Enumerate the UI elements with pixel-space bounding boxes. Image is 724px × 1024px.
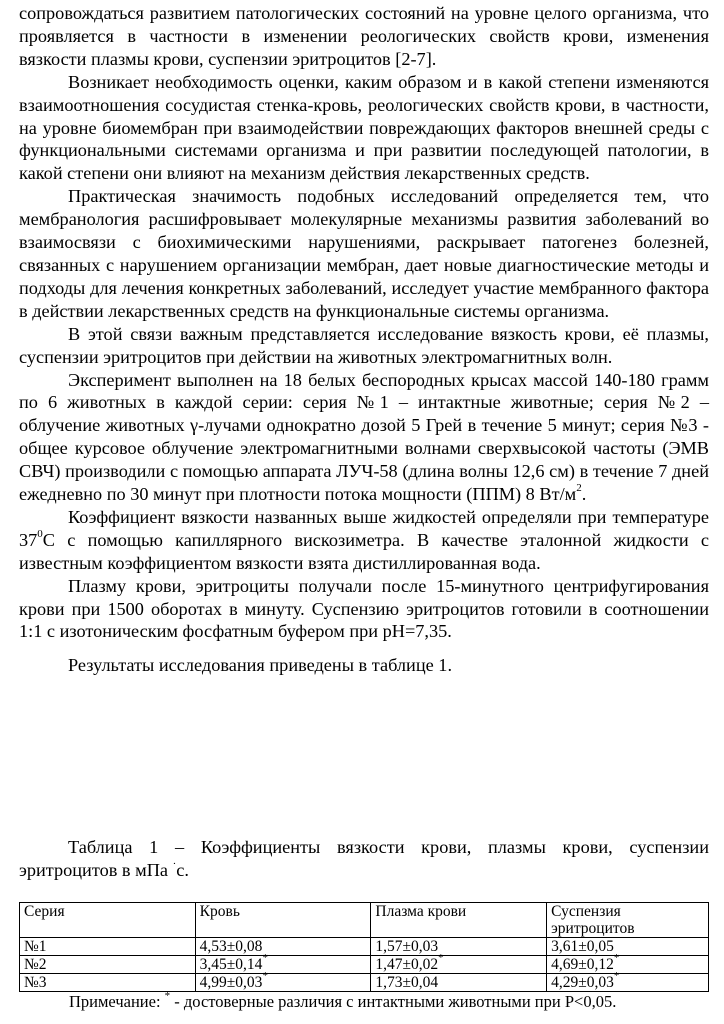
paragraph: Возникает необходимость оценки, каким образом и в какой степени изменяются взаимоотношения сосудистая стенка-кровь, реологических свойств крови, в частности, на уровне биомембран при взаимодействии повреждающих факторов внешней среды с функциональными системами организма и при развитии последующей патологии, в какой степени они влияют на механизм действия лекарственных средств. bbox=[19, 71, 709, 184]
header-cell-plasma: Плазма крови bbox=[371, 903, 547, 938]
table-row bbox=[20, 974, 709, 992]
paragraphs-block-1 bbox=[19, 2, 709, 677]
paragraph: Результаты исследования приведены в таблице 1. bbox=[68, 655, 453, 676]
table-caption-block bbox=[19, 836, 709, 882]
paragraph: Плазму крови, эритроциты получали после 15-минутного центрифугирования крови при 1500 оборотах в минуту. Суспензию эритроцитов готовили в соотношении 1:1 с изотоническим фосфатным буфером при рН=7,35. bbox=[19, 575, 709, 642]
note-mark: * bbox=[164, 989, 171, 1002]
cell-value: 1,73±0,04 bbox=[375, 974, 439, 991]
paragraph: сопровождаться развитием патологических состояний на уровне целого организма, что проявляется в частности в изменении реологических свойств крови, изменения вязкости плазмы крови, суспензии эритроцитов [2-7]. bbox=[19, 3, 709, 69]
paragraph-text: Эксперимент выполнен на 18 белых беспородных крысах массой 140-180 грамм по 6 животных в каждой серии: серия №1 – интактные животные; серия №2 – облучение животных γ-лучами однократно дозой 5 Грей в течение 5 минут; серия №3 - общее курсовое облучение электромагнитными волнами сверхвысокой частоты (ЭМВ СВЧ) производили с помощью аппарата ЛУЧ-58 (длина волны 12,6 см) в течение 7 дней ежедневно по 30 минут при плотности потока мощности (ППМ) 8 Вт/м bbox=[19, 369, 709, 505]
table-header-row bbox=[20, 903, 709, 938]
cell-value: 3,45±0,14 bbox=[199, 956, 263, 973]
significance-mark: * bbox=[613, 951, 620, 964]
paragraph-text: Коэффициент вязкости названных выше жидкостей определяли при температуре 37 bbox=[19, 506, 709, 550]
cell-series: №1 bbox=[20, 938, 196, 956]
cell-value: 4,29±0,03 bbox=[551, 974, 614, 991]
cell-value: 4,53±0,08 bbox=[199, 938, 263, 955]
header-cell-blood: Кровь bbox=[195, 903, 371, 938]
superscript: 0 bbox=[37, 527, 43, 540]
cell-blood bbox=[195, 969, 371, 992]
cell-plasma bbox=[371, 951, 547, 974]
table-row bbox=[20, 956, 709, 974]
significance-mark: * bbox=[438, 951, 444, 964]
paragraph: Практическая значимость подобных исследований определяется тем, что мембранология расшифровывает молекулярные механизмы развития заболеваний во взаимосвязи с биохимическими нарушениями, раскрывает патогенез болезней, связанных с нарушением организации мембран, дает новые диагностические методы и подходы для лечения конкретных заболеваний, исследует участие мембранного фактора в действии лекарственных средств на функциональные системы организма. bbox=[19, 186, 709, 321]
header-cell-series: Серия bbox=[20, 903, 196, 938]
significance-mark: * bbox=[613, 969, 620, 982]
paragraph: В этой связи важным представляется исследование вязкость крови, её плазмы, суспензии эритроцитов при действии на животных электромагнитных волн. bbox=[19, 323, 709, 367]
paragraph bbox=[19, 506, 709, 575]
superscript: 2 bbox=[576, 481, 582, 494]
cell-value: 4,99±0,03 bbox=[199, 974, 263, 991]
cell-plasma bbox=[371, 938, 547, 956]
cell-blood bbox=[195, 951, 371, 974]
caption-text: Таблица 1 – Коэффициенты вязкости крови, плазмы крови, суспензии эритроцитов в мПа bbox=[19, 837, 709, 880]
paragraph-text: С с помощью капиллярного вискозиметра. В качестве эталонной жидкости с известным коэффициентом вязкости взята дистиллированная вода. bbox=[19, 529, 709, 573]
cell-value: 1,47±0,02 bbox=[375, 956, 439, 973]
note-label: Примечание: bbox=[69, 992, 161, 1011]
cell-blood bbox=[195, 938, 371, 956]
table-row bbox=[20, 938, 709, 956]
table-note bbox=[69, 989, 617, 1012]
cell-suspension bbox=[547, 969, 709, 992]
cell-value: 4,69±0,12 bbox=[551, 956, 614, 973]
paragraph bbox=[19, 369, 709, 506]
cell-plasma bbox=[371, 974, 547, 992]
paragraph-tail: . bbox=[581, 484, 587, 505]
cell-suspension bbox=[547, 938, 709, 956]
multiplication-dot: · bbox=[172, 857, 177, 870]
note-text: - достоверные различия с интактными животными при Р<0,05. bbox=[170, 992, 617, 1011]
significance-mark: * bbox=[262, 969, 268, 982]
cell-value: 1,57±0,03 bbox=[375, 938, 439, 955]
cell-series: №2 bbox=[20, 956, 196, 974]
header-cell-suspension: Суспензия эритроцитов bbox=[547, 903, 709, 938]
cell-series: №3 bbox=[20, 974, 196, 992]
table-caption bbox=[19, 836, 709, 882]
significance-mark: * bbox=[262, 951, 268, 964]
cell-value: 3,61±0,05 bbox=[551, 938, 614, 955]
cell-suspension bbox=[547, 951, 709, 974]
caption-text: с. bbox=[176, 859, 189, 880]
results-table bbox=[19, 902, 709, 992]
